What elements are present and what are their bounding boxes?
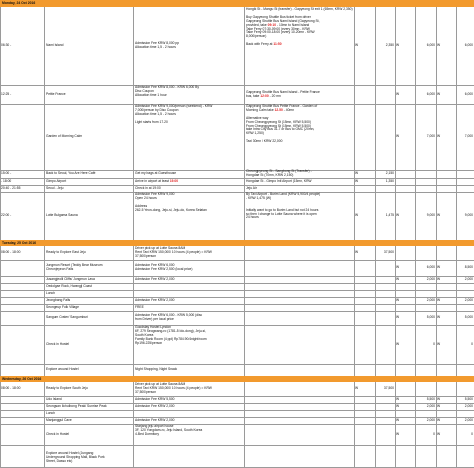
place-cell: Seongeup Folk Village [46, 305, 79, 309]
row-gridline [0, 260, 474, 261]
place-cell: Petite France [46, 92, 66, 96]
place-cell: Lotte Bulgama Sauna [46, 213, 78, 217]
cost-value: 0 [471, 432, 473, 436]
transport-line: bus, take 12:00 - 20 mn [246, 93, 281, 98]
currency-symbol: W [396, 265, 400, 269]
info-line: Driver pick up at Lotte Sauna 8AM [135, 246, 186, 250]
place-cell: Lunch [46, 411, 55, 415]
currency-symbol: W [355, 43, 359, 47]
currency-symbol: W [437, 277, 441, 281]
day-header-day1 [0, 0, 474, 7]
cost-value: 2,000 [426, 298, 435, 302]
info-line: Address [135, 203, 148, 208]
place-cell: Cheonjeyeon Falls [46, 266, 74, 271]
cost-value: 6,000 [426, 265, 435, 269]
transport-line: Morning Calm take 12.50 - 40mn [246, 107, 295, 112]
place-cell: Back to Seoul, You Are Here Café [46, 171, 96, 175]
row-gridline [0, 364, 474, 365]
place-cell: Udo Island [46, 397, 62, 401]
cost-value: 5,500 [464, 397, 473, 401]
info-line: 3F, 120 Yongdam-ro, Jeju Island, South Korea [135, 427, 203, 432]
currency-symbol: W [396, 277, 400, 281]
info-line: Admission Fee KRW 5,500 [135, 397, 175, 401]
place-cell: Gimpo Airport [46, 179, 67, 183]
currency-symbol: W [437, 213, 441, 217]
cost-value: 9,000 [426, 213, 435, 217]
cost-value: 6,000 [464, 43, 473, 47]
cost-value: 5,000 [426, 315, 435, 319]
row-gridline [0, 104, 474, 105]
currency-symbol: W [437, 432, 441, 436]
info-line: Light starts from 17.20 [135, 119, 168, 124]
currency-symbol: W [396, 342, 400, 346]
currency-symbol: W [355, 213, 359, 217]
info-line: Arrive in airport at least 19.00 [135, 179, 179, 183]
info-line: Admission Fee KRW 8,000 - KRW 6,000 By [135, 85, 200, 89]
row-gridline [0, 325, 474, 326]
day-header-day3 [0, 376, 474, 382]
transport-line: Gapyeong Shuttle Bus Nami Island (Gapyeong St, [246, 18, 320, 23]
place-cell: Lunch [46, 291, 55, 295]
info-line: 37,500/person [135, 253, 157, 258]
info-line: South Korea [135, 332, 154, 337]
currency-symbol: W [355, 171, 359, 175]
currency-symbol: W [355, 386, 359, 390]
info-line: Admission Fee KRW 8,000 pp [135, 41, 180, 46]
info-line: from Driver) per local price [135, 316, 174, 321]
info-line: Goodstay Hostel Lyndon [135, 325, 171, 329]
transport-line: Alternative way [246, 115, 269, 120]
transport-line: - KRW 1,475 (W) [246, 195, 272, 200]
info-line: Admission Fee KRW 6,000 - KRW 5,000 (disc [135, 313, 203, 318]
currency-symbol: W [437, 134, 441, 138]
info-line: Allocation time 1,5 - 2 hours [135, 111, 176, 116]
transport-line: Cheongpyeong St - Sangbong St (Transfer) - [246, 169, 312, 174]
cost-value: 2,350 [385, 43, 394, 47]
row-gridline [0, 185, 474, 186]
cost-value: 5,000 [464, 315, 473, 319]
transport-line: Jeju Air [246, 186, 257, 190]
info-line: Starjang jeju airport house [135, 424, 174, 428]
transport-line: 8,000/person) [246, 34, 267, 39]
currency-symbol: W [396, 134, 400, 138]
time-cell: - 18:00 [1, 179, 12, 183]
info-line: Rent Taxi KRW 150,000/ 10 hours (4 people) = KRW [135, 249, 212, 254]
row-gridline [0, 297, 474, 298]
cost-value: 2,000 [464, 404, 473, 408]
info-line: Get my bags at Guesthouse [135, 171, 177, 175]
info-line: Admission Fee KRW 2,000 [135, 277, 175, 281]
transport-line: Gapyeong Shuttle Bus Petite France - Garden of [246, 104, 318, 108]
row-gridline [0, 410, 474, 411]
cost-value: 7,000 [426, 134, 435, 138]
time-cell: 15:00 - [1, 171, 12, 175]
day-header-label: Wednesday, 26 Oct 2016 [2, 376, 42, 381]
cost-value: 8,500 [464, 265, 473, 269]
day-header-day2 [0, 240, 474, 246]
info-line: Family Bunk Room (4 ppl) Rp784.90/4night/room [135, 336, 207, 341]
info-line: Admission Fee KRW 2,000 [135, 298, 175, 302]
time-cell: 20:40 - 21:55 [1, 186, 21, 190]
info-line: Disc Coupon [135, 88, 154, 93]
time-cell: 08:00 - 18:00 [1, 250, 21, 254]
currency-symbol: W [437, 298, 441, 302]
row-gridline [0, 178, 474, 179]
currency-symbol: W [396, 432, 400, 436]
info-line: Open 24 hours [135, 195, 157, 200]
transport-line: Taxi 30mn / KRW 22,000 [246, 139, 283, 144]
cost-value: 2,000 [464, 298, 473, 302]
transport-line: so then I change to Lotte Sauna where it is open [246, 211, 317, 216]
cost-value: 6,000 [464, 92, 473, 96]
cost-value: 2,000 [426, 277, 435, 281]
day-header-label: Tuesday, 25 Oct 2016 [2, 240, 36, 245]
transport-line: Buy Gapyeong Shuttle Bus ticket from driver [246, 14, 311, 19]
place-cell: Garden of Morning Calm [46, 134, 83, 138]
currency-symbol: W [437, 397, 441, 401]
row-gridline [0, 424, 474, 425]
place-cell: Explore around Hostel (Jungang [46, 451, 94, 455]
cost-value: 6,000 [426, 43, 435, 47]
row-gridline [0, 85, 474, 86]
transport-line: KRW 1,250) [246, 131, 264, 136]
place-cell: Check in Hostel [46, 432, 70, 436]
info-line: Admission Fee KRW 9,000 [135, 192, 175, 196]
place-cell: Ready to Explore East Jeju [46, 250, 86, 254]
place-cell: Seoul - Jeju [46, 186, 64, 190]
info-line: 7,000/person by Disc Coupon [135, 107, 179, 112]
cost-value: 2,000 [464, 418, 473, 422]
place-cell: Street, Dasso etc) [46, 458, 73, 463]
transport-line: Hongdae St (70mn, KRW 2,150) [246, 172, 294, 177]
row-gridline [0, 396, 474, 397]
transport-line: From Cheongpyeong St (15mn, KRW 5,500) [246, 123, 311, 128]
time-cell: 12:25 - [1, 92, 12, 96]
time-cell: 22:00 - [1, 213, 12, 217]
cost-value: 1,350 [385, 179, 394, 183]
currency-symbol: W [437, 43, 441, 47]
currency-symbol: W [396, 404, 400, 408]
cost-value: 0 [433, 342, 435, 346]
row-gridline [0, 445, 474, 446]
info-line: Admission Fee KRW 9,000/person (weekend) - KRW [135, 104, 213, 108]
info-line: 37,500/person [135, 389, 157, 394]
info-line: FREE [135, 305, 144, 309]
place-cell: Underground Shopping Mall, Black Pork [46, 454, 105, 459]
currency-symbol: W [355, 250, 359, 254]
currency-symbol: W [396, 92, 400, 96]
info-line: Night Shopping, Night Snack [135, 367, 178, 371]
place-cell: Explore around Hostel [46, 367, 79, 371]
currency-symbol: W [396, 315, 400, 319]
day-header-label: Monday, 24 Oct 2016 [2, 0, 36, 5]
currency-symbol: W [355, 179, 359, 183]
place-cell: Ready to Explore South Jeju [46, 386, 88, 390]
currency-symbol: W [396, 213, 400, 217]
transport-line: Initially want to go to Burim Land but not 24 hours [246, 207, 319, 212]
place-cell: Nami Island [46, 43, 64, 47]
time-cell: 06:30 - [1, 43, 12, 47]
row-gridline [0, 192, 474, 193]
cost-value: 2,150 [385, 171, 394, 175]
transport-line: Gapyeong Shuttle Bus Nami Island - Petite France [246, 90, 320, 95]
place-cell: Seongsan Ilchulbong Peak/ Sunrise Peak [46, 404, 107, 408]
currency-symbol: W [396, 298, 400, 302]
cost-value: 6,000 [426, 92, 435, 96]
transport-line: Take Ferry 07:30-09:00 (every 30mn - KRW [246, 26, 310, 31]
info-line: Allocation time 1,5 - 2 hours [135, 44, 176, 49]
currency-symbol: W [437, 315, 441, 319]
cost-value: 37,500 [383, 250, 394, 254]
cost-value: 2,000 [426, 418, 435, 422]
place-cell: Check in Hostel [46, 342, 70, 346]
transport-line: By Taxi Airport - Burim Land (KRW 5,900/4 people) [246, 192, 321, 196]
cost-value: 0 [433, 432, 435, 436]
transport-line: Hongdae St - Gimpo Intl Airport (15mn, KRW [246, 179, 312, 183]
info-line: Admission Fee KRW 2,000 [135, 404, 175, 408]
time-cell: 08:00 - 18:00 [1, 386, 21, 390]
transport-line: Take Ferry 09:00-18:00 (every 10-20mn - KRW [246, 30, 315, 35]
currency-symbol: W [437, 418, 441, 422]
place-cell: Manjanggul Cave [46, 418, 72, 422]
row-gridline [0, 311, 474, 312]
info-line: Rent Taxi KRW 150,000/ 10 hours (4 people) = KRW [135, 385, 212, 390]
currency-symbol: W [437, 404, 441, 408]
info-line: Admission Fee KRW 6,000 [135, 263, 175, 268]
cost-value: 2,000 [426, 404, 435, 408]
place-cell: Sangum Crater/ Sangumburi [46, 315, 88, 319]
transport-line: Hongik St - Mangu St (transfer) - Gapyeong St exit 1 (65mn, KRW 2,350) [246, 7, 353, 11]
currency-symbol: W [396, 397, 400, 401]
currency-symbol: W [437, 342, 441, 346]
currency-symbol: W [437, 92, 441, 96]
cost-value: 9,000 [464, 213, 473, 217]
cost-value: 5,500 [426, 397, 435, 401]
transport-line: From Cheongpyeong St (15mn, KRW 5,500) [246, 119, 311, 124]
place-cell: Jeongbang Falls [46, 298, 71, 302]
transport-line: 24 hours [246, 215, 259, 220]
info-line: Rp196.225/person [135, 340, 163, 345]
info-line: 4-Bed Dormitory [135, 431, 160, 436]
cost-value: 37,500 [383, 386, 394, 390]
place-cell: Oedolgae Rock, Hwangji Coast [46, 284, 92, 288]
place-cell: Jusangjeolli Cliffs/ Jungmun Lava [46, 277, 95, 281]
place-cell: Jungmun Resort (Teddy Bear Museum [46, 263, 103, 267]
cost-value: 0 [471, 342, 473, 346]
cost-value: 2,000 [464, 277, 473, 281]
info-line: 262-5 Yeon-dong, Jeju-si, Jeju-do, Korea Selatan [135, 207, 207, 212]
info-line: Admission Fee KRW 2,000 [135, 418, 175, 422]
currency-symbol: W [396, 43, 400, 47]
info-line: Allocation time 1 hour [135, 92, 167, 97]
info-line: 6F, 279 Seogwang-ro (1781-5 Ido-dong), Jeju-si, [135, 328, 206, 333]
row-gridline [0, 290, 474, 291]
currency-symbol: W [396, 418, 400, 422]
info-line: Admission Fee KRW 2,500 (local price) [135, 266, 193, 271]
transport-line: Back with Ferry at 11:50 [246, 42, 282, 47]
info-line: Check in at 19:00 [135, 186, 161, 190]
transport-line: provided, take 09:10 - 10mn to Nami Island [246, 22, 310, 27]
cost-value: 7,000 [464, 134, 473, 138]
info-line: Driver pick up at Lotte Sauna 8AM [135, 382, 186, 386]
transport-line: take Intra City Bus 31-7 or Bus to GMC (20mn, [246, 127, 315, 132]
cost-value: 1,475 [385, 213, 394, 217]
currency-symbol: W [437, 265, 441, 269]
